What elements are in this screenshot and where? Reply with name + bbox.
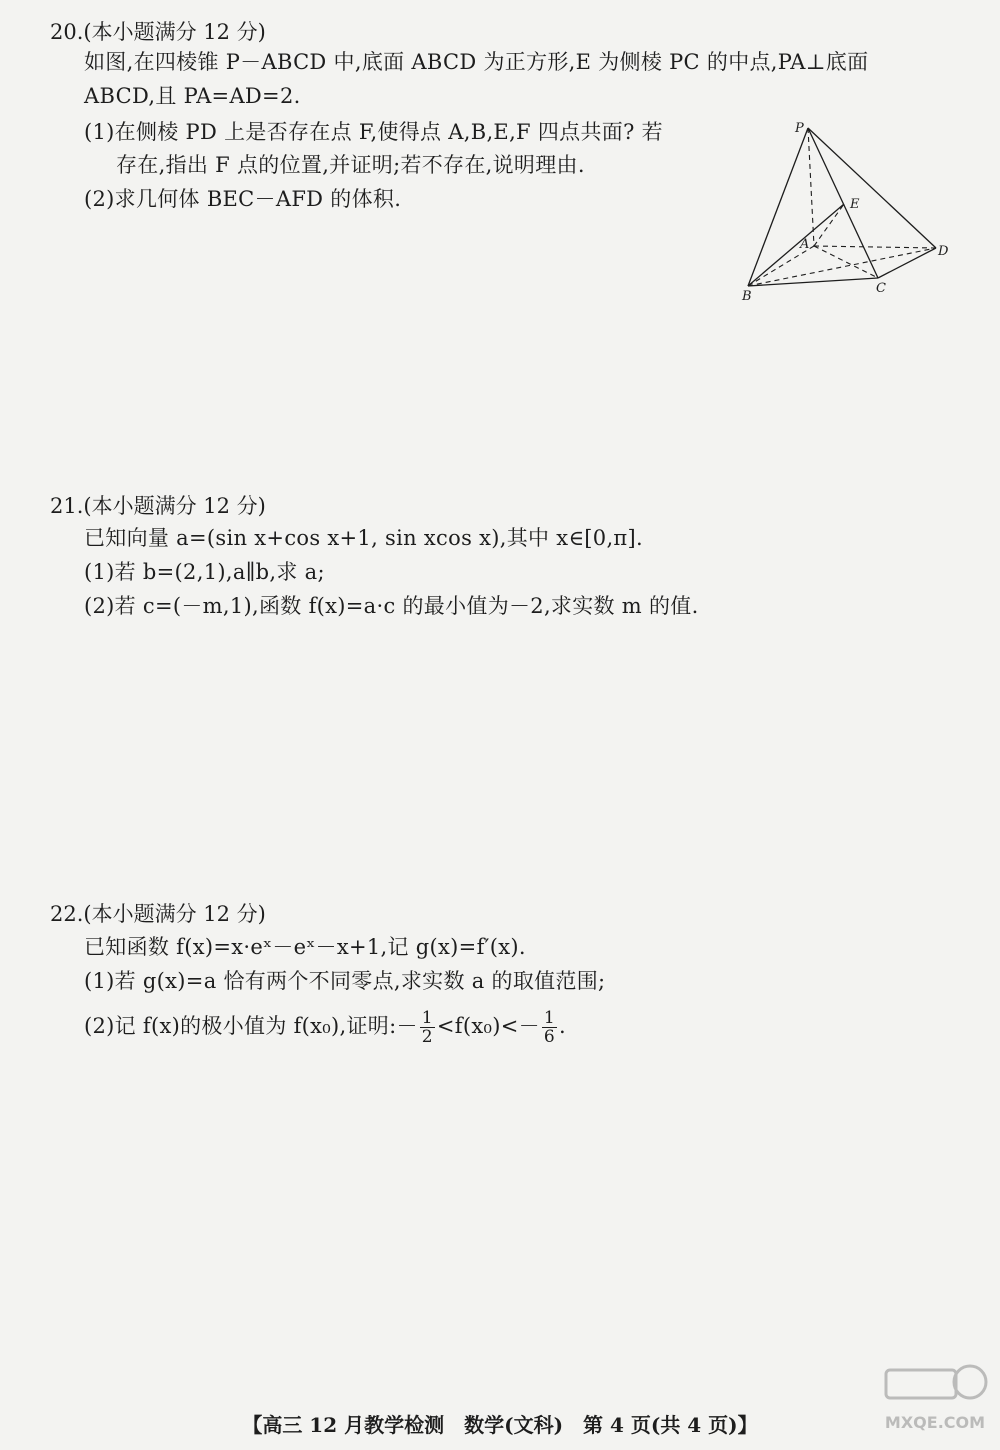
edge-PC bbox=[808, 128, 878, 278]
q21-heading: 21.(本小题满分 12 分) bbox=[50, 494, 266, 518]
q21-line-1: 已知向量 a=(sin x+cos x+1, sin xcos x),其中 x∈[0,π]. bbox=[84, 526, 643, 550]
watermark-logo bbox=[880, 1360, 990, 1440]
q22-line-3-mid: <f(x₀)<－ bbox=[436, 1014, 540, 1038]
edge-BE bbox=[748, 204, 844, 286]
q22-heading: 22.(本小题满分 12 分) bbox=[50, 902, 266, 926]
q20-heading: 20.(本小题满分 12 分) bbox=[50, 20, 266, 44]
fraction-2-denominator: 6 bbox=[543, 1027, 556, 1047]
edge-PB bbox=[748, 128, 808, 286]
fraction-2-numerator: 1 bbox=[543, 1008, 556, 1028]
watermark-text: MXQE.COM bbox=[884, 1413, 986, 1432]
q20-line-5: (2)求几何体 BEC－AFD 的体积. bbox=[84, 187, 402, 211]
label-D: D bbox=[938, 244, 949, 259]
pyramid-figure bbox=[740, 118, 960, 303]
q22-line-3 bbox=[84, 1006, 566, 1046]
q22-line-1: 已知函数 f(x)=x·eˣ－eˣ－x+1,记 g(x)=f′(x). bbox=[84, 935, 526, 959]
q21-line-3: (2)若 c=(－m,1),函数 f(x)=a·c 的最小值为－2,求实数 m 的值. bbox=[84, 594, 699, 618]
edge-CD bbox=[878, 248, 936, 278]
edge-PA bbox=[808, 128, 814, 246]
edge-AC bbox=[814, 246, 878, 278]
label-A: A bbox=[800, 237, 810, 252]
page-footer: 【高三 12 月教学检测 数学(文科) 第 4 页(共 4 页)】 bbox=[242, 1413, 758, 1437]
edge-PD bbox=[808, 128, 936, 248]
fraction-one-half bbox=[420, 1009, 435, 1046]
q22-line-2: (1)若 g(x)=a 恰有两个不同零点,求实数 a 的取值范围; bbox=[84, 969, 606, 993]
q20-line-4: 存在,指出 F 点的位置,并证明;若不存在,说明理由. bbox=[116, 153, 585, 177]
fraction-1-denominator: 2 bbox=[421, 1027, 433, 1047]
fraction-1-numerator: 1 bbox=[421, 1008, 433, 1028]
label-C: C bbox=[876, 281, 886, 296]
label-E: E bbox=[850, 197, 860, 212]
label-P: P bbox=[795, 121, 804, 136]
fraction-one-sixth bbox=[542, 1009, 557, 1046]
q22-line-3-end: . bbox=[559, 1014, 567, 1038]
label-B: B bbox=[742, 289, 752, 303]
q20-line-3: (1)在侧棱 PD 上是否存在点 F,使得点 A,B,E,F 四点共面? 若 bbox=[84, 120, 663, 144]
q20-line-2: ABCD,且 PA=AD=2. bbox=[84, 84, 301, 108]
edge-AD bbox=[814, 246, 936, 248]
q22-line-3-pre: (2)记 f(x)的极小值为 f(x₀),证明:－ bbox=[84, 1014, 418, 1038]
edge-AB bbox=[748, 246, 814, 286]
q21-line-2: (1)若 b=(2,1),a∥b,求 a; bbox=[84, 560, 325, 584]
q20-line-1: 如图,在四棱锥 P－ABCD 中,底面 ABCD 为正方形,E 为侧棱 PC 的中点,PA⊥底面 bbox=[84, 50, 869, 74]
